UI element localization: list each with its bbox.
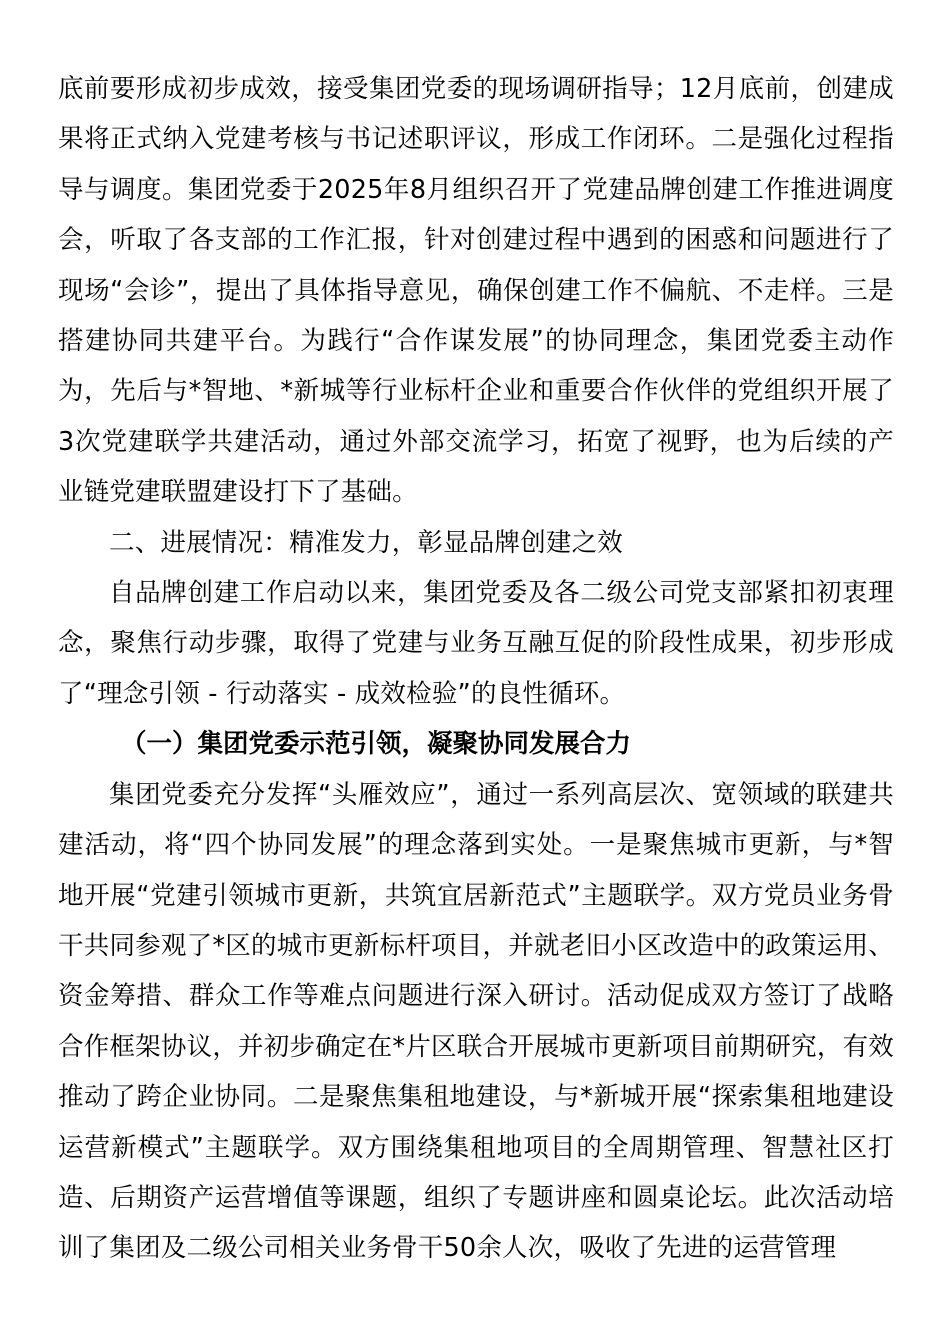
document-body xyxy=(58,64,894,1274)
section-heading: 二、进展情况：精准发力，彰显品牌创建之效 xyxy=(109,527,624,558)
section-intro-paragraph: 自品牌创建工作启动以来，集团党委及各二级公司党支部紧扣初衷理念，聚焦行动步骤，取得了党建与业务互融互促的阶段性成果，初步形成了“理念引领 - 行动落实 - 成效检验”的良性循环。 xyxy=(58,578,894,709)
paragraph-continuation: 底前要形成初步成效，接受集团党委的现场调研指导；12月底前，创建成果将正式纳入党建考核与书记述职评议，形成工作闭环。二是强化过程指导与调度。集团党委于2025年8月组织召开了党建品牌创建工作推进调度会，听取了各支部的工作汇报，针对创建过程中遇到的困惑和问题进行了现场“会诊”，提出了具体指导意见，确保创建工作不偏航、不走样。三是搭建协同共建平台。为践行“合作谋发展”的协同理念，集团党委主动作为，先后与*智地、*新城等行业标杆企业和重要合作伙伴的党组织开展了3次党建联学共建活动，通过外部交流学习，拓宽了视野，也为后续的产业链党建联盟建设打下了基础。 xyxy=(58,74,894,508)
subsection-heading-text: （一）集团党委示范引领，凝聚协同发展合力 xyxy=(121,729,632,760)
subsection-heading xyxy=(58,719,894,769)
subsection-body-paragraph: 集团党委充分发挥“头雁效应”，通过一系列高层次、宽领域的联建共建活动，将“四个协同发展”的理念落到实处。一是聚焦城市更新，与*智地开展“党建引领城市更新，共筑宜居新范式”主题联学。双方党员业务骨干共同参观了*区的城市更新标杆项目，并就老旧小区改造中的政策运用、资金筹措、群众工作等难点问题进行深入研讨。活动促成双方签订了战略合作框架协议，并初步确定在*片区联合开展城市更新项目前期研究，有效推动了跨企业协同。二是聚焦集租地建设，与*新城开展“探索集租地建设运营新模式”主题联学。双方围绕集租地项目的全周期管理、智慧社区打造、后期资产运营增值等课题，组织了专题讲座和圆桌论坛。此次活动培训了集团及二级公司相关业务骨干50余人次，吸收了先进的运营管理 xyxy=(58,779,894,1264)
